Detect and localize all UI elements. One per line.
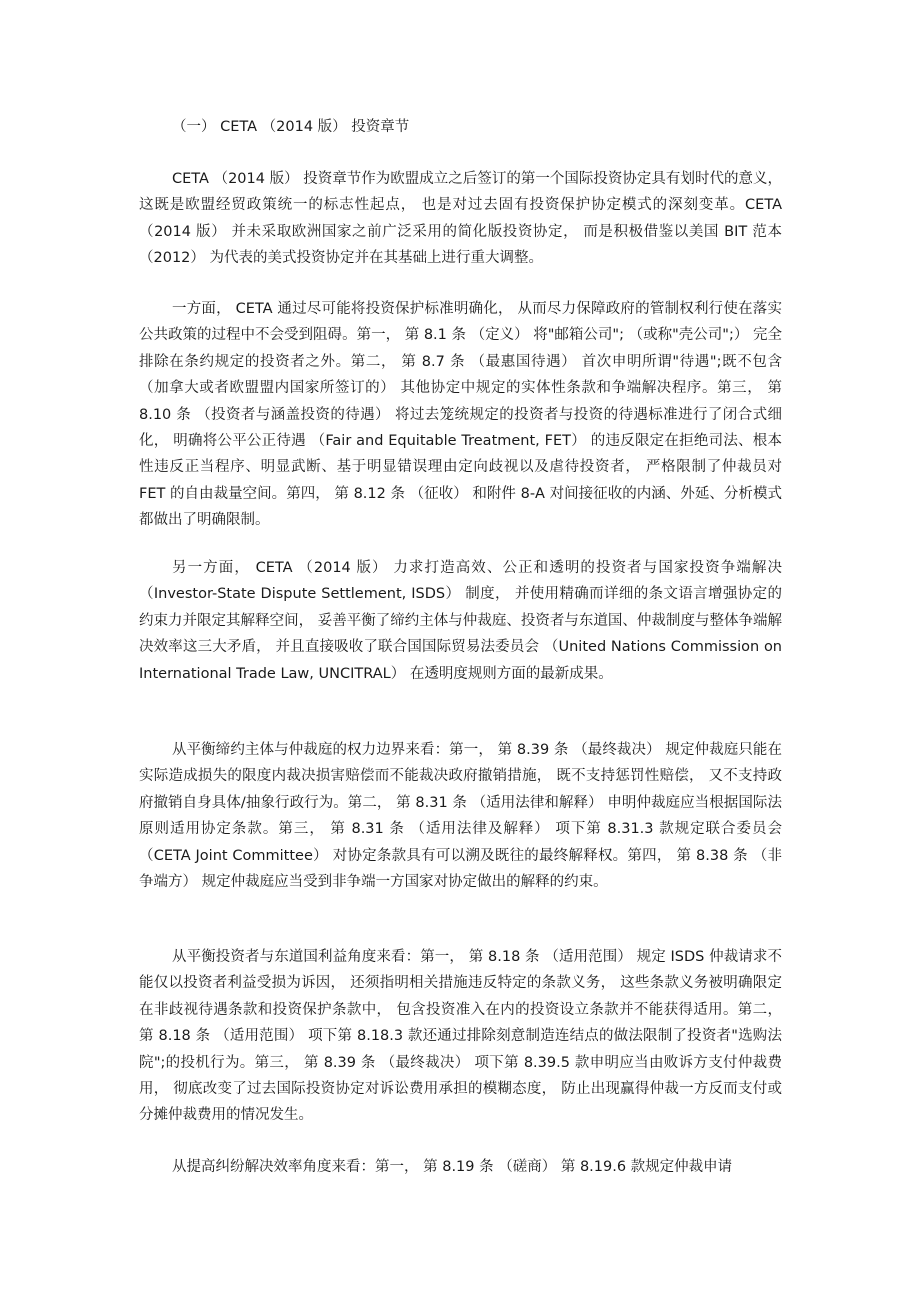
paragraph-6: 从提高纠纷解决效率角度来看：第一， 第 8.19 条 （磋商） 第 8.19.6 款规定仲裁申请: [172, 1159, 733, 1175]
section-heading: （一） CETA （2014 版） 投资章节: [172, 119, 410, 135]
paragraph-5: 从平衡投资者与东道国利益角度来看：第一， 第 8.18 条 （适用范围） 规定 ISDS 仲裁请求不能仅以投资者利益受损为诉因， 还须指明相关措施违反特定的条款义务， 这些条款义务被明确限定在非歧视待遇条款和投资保护条款中， 包含投资准入在内的投资设立条款并不能获得适用。第二， 第 8.18 条 （适用范围） 项下第 8.18.3 款还通过排除刻意制造连结点的做法限制了投资者"选购法院";的投机行为。第三， 第 8.39 条 （最终裁决） 项下第 8.39.5 款申明应当由败诉方支付仲裁费用， 彻底改变了过去国际投资协定对诉讼费用承担的模糊态度， 防止出现赢得仲裁一方反而支付或分摊仲裁费用的情况发生。: [139, 949, 782, 1124]
paragraph-2: 一方面， CETA 通过尽可能将投资保护标准明确化， 从而尽力保障政府的管制权利行使在落实公共政策的过程中不会受到阻碍。第一， 第 8.1 条 （定义） 将"邮箱公司"; （或称"壳公司";） 完全排除在条约规定的投资者之外。第二， 第 8.7 条 （最惠国待遇） 首次申明所谓"待遇";既不包含 （加拿大或者欧盟盟内国家所签订的） 其他协定中规定的实体性条款和争端解决程序。第三， 第 8.10 条 （投资者与涵盖投资的待遇） 将过去笼统规定的投资者与投资的待遇标准进行了闭合式细化， 明确将公平公正待遇 （Fair and Equitable Treatment, FET） 的违反限定在拒绝司法、根本性违反正当程序、明显武断、基于明显错误理由定向歧视以及虐待投资者， 严格限制了仲裁员对 FET 的自由裁量空间。第四， 第 8.12 条 （征收） 和附件 8-A 对间接征收的内涵、外延、分析模式都做出了明确限制。: [139, 301, 782, 529]
paragraph-3: 另一方面， CETA （2014 版） 力求打造高效、公正和透明的投资者与国家投资争端解决 （Investor-State Dispute Settlement, ISDS） 制度， 并使用精确而详细的条文语言增强协定的约束力并限定其解释空间， 妥善平衡了缔约主体与仲裁庭、投资者与东道国、仲裁制度与整体争端解决效率这三大矛盾， 并且直接吸收了联合国国际贸易法委员会 （United Nations Commission on International Trade Law, UNCITRAL） 在透明度规则方面的最新成果。: [139, 560, 782, 682]
paragraph-4: 从平衡缔约主体与仲裁庭的权力边界来看：第一， 第 8.39 条 （最终裁决） 规定仲裁庭只能在实际造成损失的限度内裁决损害赔偿而不能裁决政府撤销措施， 既不支持惩罚性赔偿， 又不支持政府撤销自身具体/抽象行政行为。第二， 第 8.31 条 （适用法律和解释） 申明仲裁庭应当根据国际法原则适用协定条款。第三， 第 8.31 条 （适用法律及解释） 项下第 8.31.3 款规定联合委员会 （CETA Joint Committee） 对协定条款具有可以溯及既往的最终解释权。第四， 第 8.38 条 （非争端方） 规定仲裁庭应当受到非争端一方国家对协定做出的解释的约束。: [139, 742, 782, 891]
paragraph-1: CETA （2014 版） 投资章节作为欧盟成立之后签订的第一个国际投资协定具有划时代的意义， 这既是欧盟经贸政策统一的标志性起点， 也是对过去固有投资保护协定模式的深刻变革。CETA （2014 版） 并未采取欧洲国家之前广泛采用的简化版投资协定， 而是积极借鉴以美国 BIT 范本 （2012） 为代表的美式投资协定并在其基础上进行重大调整。: [139, 171, 782, 267]
